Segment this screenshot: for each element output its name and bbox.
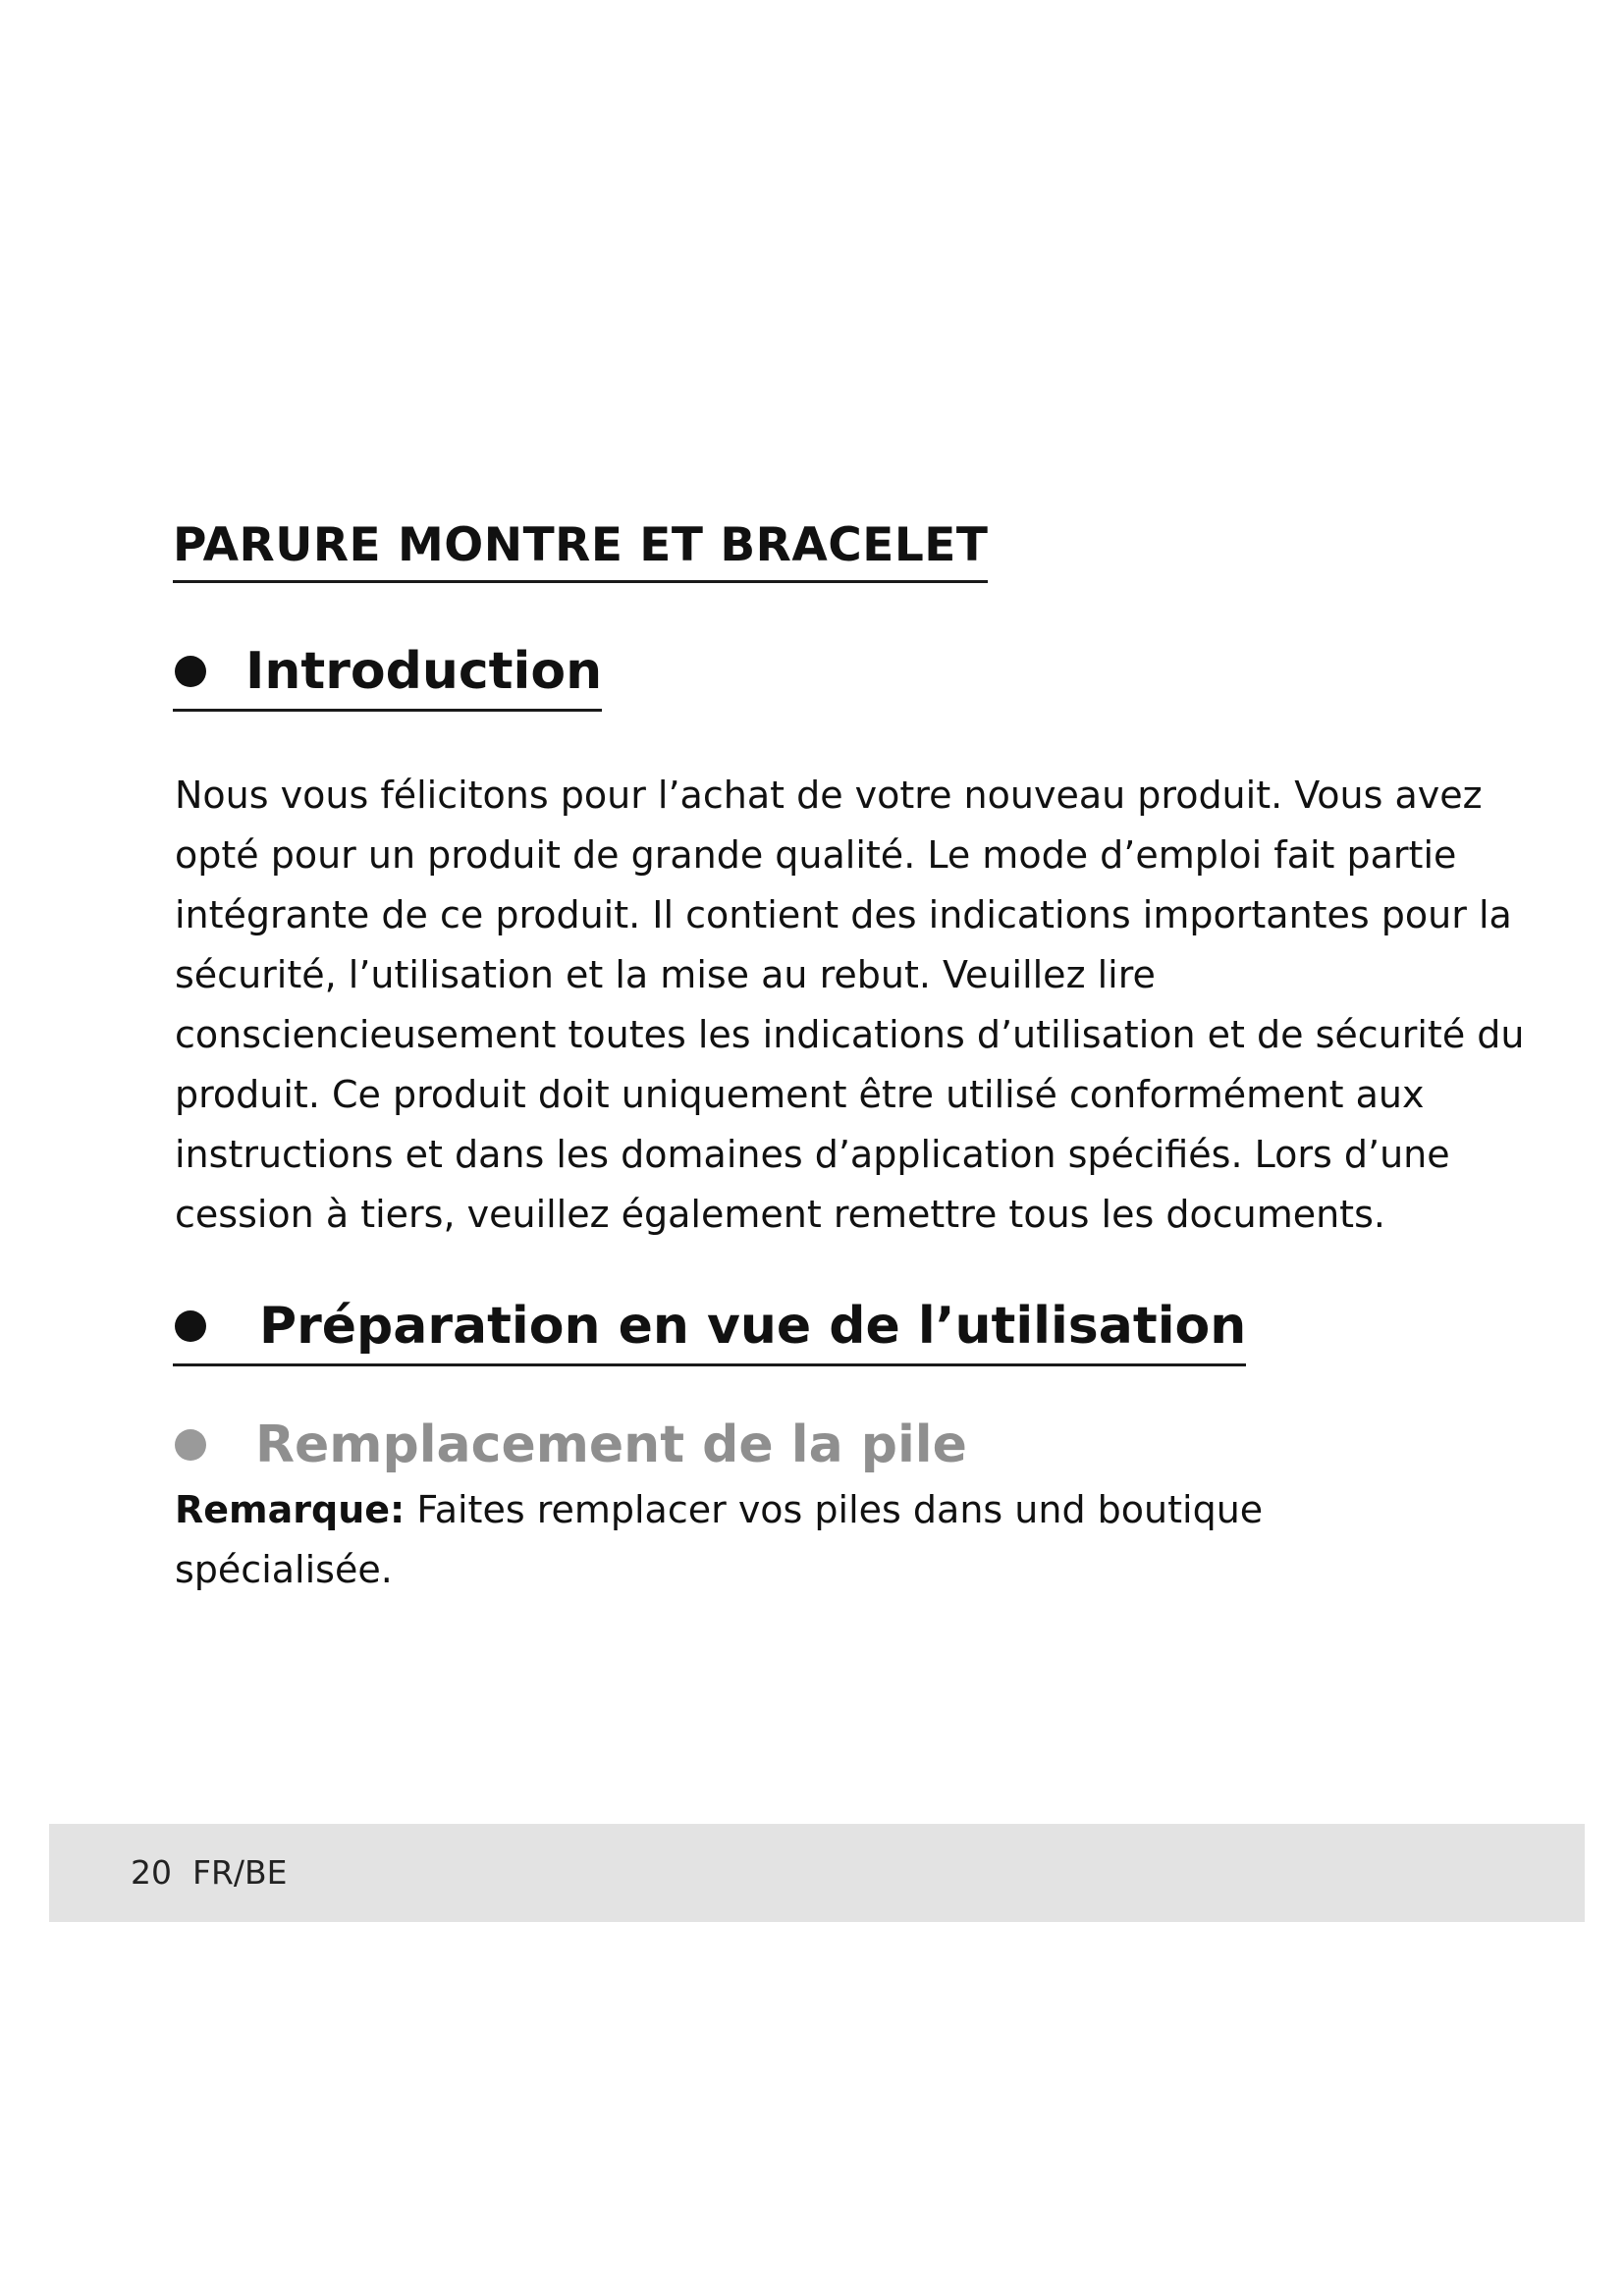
page-title: PARURE MONTRE ET BRACELET: [173, 522, 988, 583]
introduction-line: Nous vous félicitons pour l’achat de votre nouveau produit. Vous avez: [175, 774, 1483, 817]
footer-label: [131, 1853, 288, 1893]
battery-replacement-heading: [173, 1415, 967, 1474]
introduction-heading-text: Introduction: [245, 642, 603, 701]
introduction-paragraph: [175, 766, 1525, 1245]
introduction-line: cession à tiers, veuillez également remettre tous les documents.: [175, 1193, 1385, 1236]
remark-text: Faites remplacer vos piles dans und boutique: [416, 1488, 1264, 1531]
introduction-heading: [173, 642, 603, 712]
introduction-line: consciencieusement toutes les indications d’utilisation et de sécurité du: [175, 1013, 1525, 1056]
introduction-line: intégrante de ce produit. Il contient des indications importantes pour la: [175, 893, 1512, 936]
battery-replacement-heading-text: Remplacement de la pile: [255, 1415, 967, 1474]
page-footer: [49, 1824, 1585, 1922]
remark-text-continued: spécialisée.: [175, 1548, 393, 1591]
introduction-line: sécurité, l’utilisation et la mise au rebut. Veuillez lire: [175, 953, 1156, 996]
page-number: 20: [131, 1853, 172, 1892]
introduction-line: produit. Ce produit doit uniquement être utilisé conformément aux: [175, 1073, 1425, 1116]
locale-code: FR/BE: [191, 1853, 288, 1892]
remark-paragraph: [175, 1480, 1481, 1600]
bullet-icon: [175, 1429, 206, 1461]
preparation-heading: [173, 1297, 1247, 1366]
introduction-line: opté pour un produit de grande qualité. Le mode d’emploi fait partie: [175, 833, 1457, 877]
bullet-icon: [175, 1310, 206, 1342]
remark-line: [175, 1480, 1481, 1540]
remark-label: Remarque:: [175, 1488, 406, 1531]
introduction-line: instructions et dans les domaines d’application spécifiés. Lors d’une: [175, 1133, 1450, 1176]
bullet-icon: [175, 656, 206, 687]
preparation-heading-text: Préparation en vue de l’utilisation: [259, 1297, 1247, 1356]
